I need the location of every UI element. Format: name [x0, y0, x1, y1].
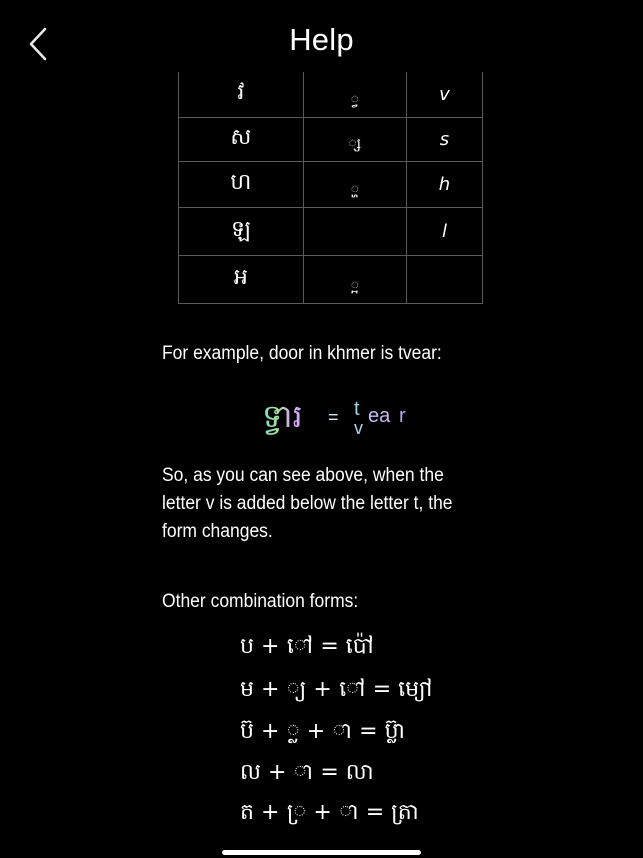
combination-item: ប៊ + ្ល + ា = ប៊្លា [240, 719, 406, 744]
latin-letter: s [406, 117, 482, 161]
subscript-form [303, 207, 406, 255]
combination-item: ប + ៅ = ប៉ៅ [240, 634, 374, 659]
latin-letter [406, 255, 482, 303]
table-row [179, 161, 483, 207]
khmer-letter: ឡ [179, 207, 304, 255]
subscript-form: ្ហ [303, 161, 406, 207]
table-row [179, 207, 483, 255]
combination-item: ត + ្រ + ា = ត្រា [240, 800, 419, 825]
khmer-letter: អ [179, 255, 304, 303]
combinations-heading: Other combination forms: [162, 591, 359, 612]
example-khmer-word: ទ្វារ [262, 396, 303, 443]
letter-table [178, 72, 483, 304]
combination-item: ម + ្យ + ៅ = ម្យៅ [240, 677, 433, 702]
table-row [179, 117, 483, 161]
home-indicator[interactable] [222, 850, 421, 855]
latin-letter: h [406, 161, 482, 207]
page-title: Help [289, 22, 354, 57]
example-equals: = [328, 407, 339, 427]
example-word [262, 396, 462, 446]
example-letter-r: r [399, 405, 406, 427]
example-letter-v: v [354, 418, 363, 438]
example-letters-ea: ea [368, 405, 391, 427]
subscript-form: ្ស [303, 117, 406, 161]
table-row [179, 255, 483, 303]
example-letter-t: t [354, 398, 360, 420]
table-row [179, 72, 483, 117]
combination-item: ល + ា = លា [240, 760, 374, 785]
explanation-text: So, as you can see above, when the letter v is added below the letter t, the form changes. [162, 465, 453, 542]
subscript-form: ្វ [303, 72, 406, 117]
example-intro: For example, door in khmer is tvear: [162, 343, 442, 364]
subscript-form: ្អ [303, 255, 406, 303]
khmer-letter: វ [179, 72, 304, 117]
latin-letter: l [406, 207, 482, 255]
khmer-letter: ហ [179, 161, 304, 207]
latin-letter: v [406, 72, 482, 117]
khmer-letter: ស [179, 117, 304, 161]
